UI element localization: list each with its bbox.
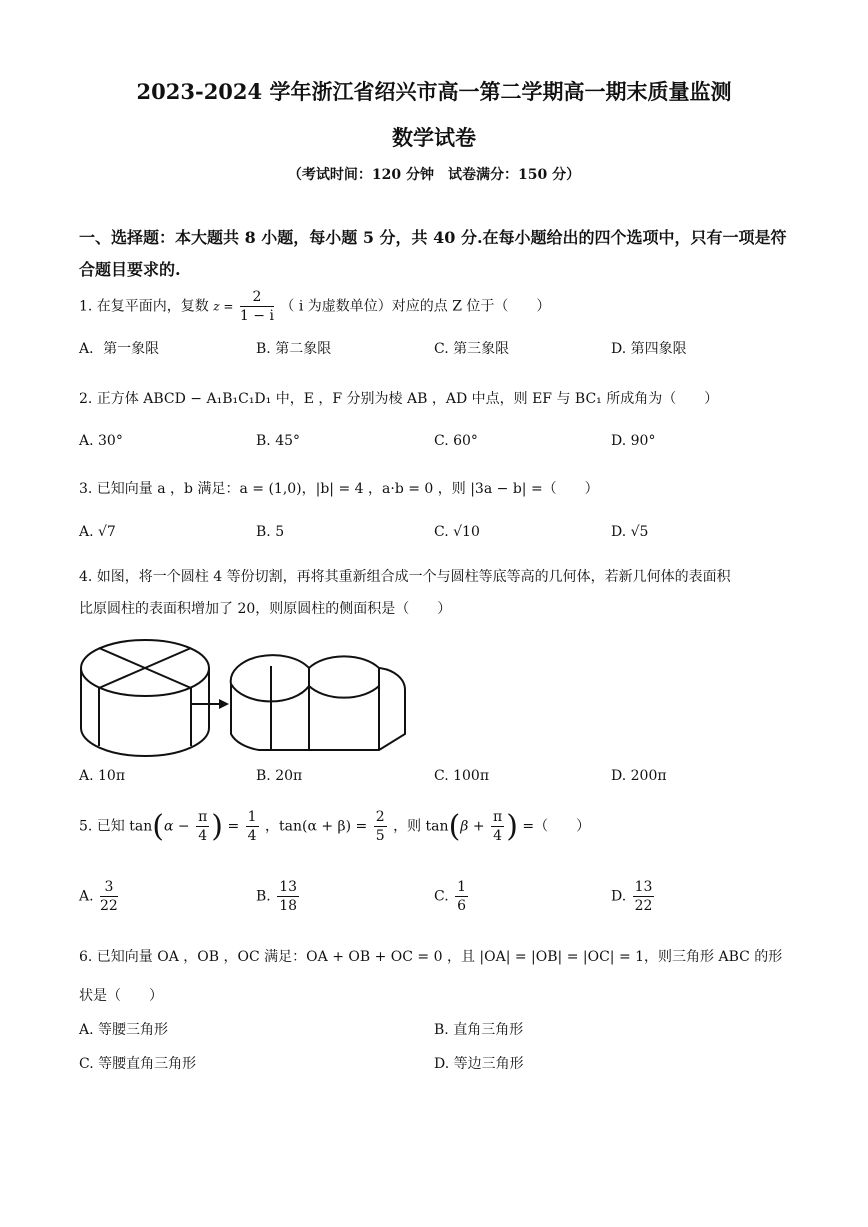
question-3: 3. 已知向量 a ，b 满足：a = (1,0)，|b| = 4 ，a·b = 0 ，则 |3a − b| =（ ） bbox=[79, 481, 599, 497]
q5-one-den: 4 bbox=[247, 828, 257, 844]
q5-pre: 5. 已知 tan bbox=[79, 818, 153, 835]
q6-option-c: C. 等腰直角三角形 bbox=[79, 1056, 197, 1072]
q5-four-den: 4 bbox=[198, 828, 208, 844]
q5-opt-a-label: A. bbox=[79, 888, 94, 905]
question-2: 2. 正方体 ABCD − A₁B₁C₁D₁ 中，E ，F 分别为棱 AB ，AD 中点，则 EF 与 BC₁ 所成角为（ ） bbox=[79, 391, 719, 407]
q5-beta: β + bbox=[460, 818, 485, 835]
q5-opt-b-den: 18 bbox=[279, 898, 298, 914]
q2-option-b: B. 45° bbox=[256, 433, 301, 449]
q5-opt-c-num: 1 bbox=[457, 879, 467, 895]
q5-two-fifths bbox=[374, 808, 387, 845]
q6-option-d: D. 等边三角形 bbox=[434, 1056, 524, 1072]
q1-option-a: A．第一象限 bbox=[79, 341, 160, 357]
q5-five-den: 5 bbox=[375, 828, 385, 844]
q1-fraction bbox=[240, 288, 274, 325]
q5-post: ，则 tan bbox=[393, 818, 449, 835]
q5-opt-d-num: 13 bbox=[634, 879, 653, 895]
q5-pi-over-4-b bbox=[491, 808, 504, 845]
exam-info: （考试时间：120 分钟 试卷满分：150 分） bbox=[287, 167, 581, 183]
q3-option-b: B. 5 bbox=[256, 524, 285, 540]
q5-opt-a-den: 22 bbox=[100, 898, 118, 914]
q5-pi-num-b: π bbox=[493, 809, 503, 825]
q1-post: （ i 为虚数单位）对应的点 Z 位于（ ） bbox=[280, 298, 551, 315]
q2-option-d: D. 90° bbox=[611, 433, 656, 449]
q5-two-num: 2 bbox=[375, 809, 385, 825]
q5-opt-c-label: C. bbox=[434, 888, 449, 905]
question-4-line-1: 4. 如图，将一个圆柱 4 等份切割，再将其重新组合成一个与圆柱等底等高的几何体，若新几何体的表面积 bbox=[79, 569, 731, 585]
q4-option-a: A. 10π bbox=[79, 768, 126, 784]
q1-option-b: B. 第二象限 bbox=[256, 341, 332, 357]
q3-option-d: D. √5 bbox=[611, 524, 649, 540]
question-5: 5. 已知 tan(α − $\frac{\pi}{4}$ ) = $\frac{1}{4}$ ，tan(α + β) = $\frac{2}{5}$ ，则 tan(β + $\frac{\pi}{4}$ ) =（ ） bbox=[79, 809, 591, 844]
q3-option-a: A. √7 bbox=[79, 524, 116, 540]
q5-opt-c-frac bbox=[455, 878, 468, 915]
q5-mid: ，tan(α + β) = bbox=[265, 818, 368, 835]
new-solid-front-arc bbox=[231, 684, 379, 701]
q5-one-fourth bbox=[246, 808, 259, 845]
q1-pre: 1. 在复平面内，复数 bbox=[79, 298, 209, 315]
q5-one-num: 1 bbox=[247, 809, 257, 825]
cylinder-bottom bbox=[81, 728, 209, 756]
q1-option-c: C. 第三象限 bbox=[434, 341, 510, 357]
q5-pi-over-4 bbox=[196, 808, 209, 845]
q5-option-a bbox=[79, 878, 120, 915]
q5-option-d bbox=[611, 878, 656, 915]
q2-option-a: A. 30° bbox=[79, 433, 123, 449]
q3-option-c: C. √10 bbox=[434, 524, 480, 540]
q5-eq1: = bbox=[227, 818, 240, 835]
exam-title: 2023-2024 学年浙江省绍兴市高一第二学期高一期末质量监测 bbox=[136, 79, 732, 104]
q5-option-c bbox=[434, 878, 470, 915]
question-6-line-2: 状是（ ） bbox=[79, 988, 163, 1004]
q5-opt-d-label: D. bbox=[611, 888, 627, 905]
cylinder-figure bbox=[79, 636, 409, 758]
q1-z: z = bbox=[213, 299, 234, 314]
q5-opt-a-frac bbox=[100, 878, 118, 915]
exam-subtitle: 数学试卷 bbox=[392, 125, 476, 150]
question-6-line-1: 6. 已知向量 OA ，OB ，OC 满足：OA + OB + OC = 0 ，且 |OA| = |OB| = |OC| = 1，则三角形 ABC 的形 bbox=[79, 949, 783, 965]
q5-end: =（ ） bbox=[522, 818, 591, 835]
question-4-line-2: 比原圆柱的表面积增加了 20，则原圆柱的侧面积是（ ） bbox=[79, 601, 452, 617]
q6-option-b: B. 直角三角形 bbox=[434, 1022, 524, 1038]
q4-option-d: D. 200π bbox=[611, 768, 667, 784]
q5-opt-a-num: 3 bbox=[100, 878, 118, 897]
q2-option-c: C. 60° bbox=[434, 433, 478, 449]
q5-opt-d-den: 22 bbox=[634, 898, 653, 914]
q1-option-d: D. 第四象限 bbox=[611, 341, 687, 357]
q5-opt-b-num: 13 bbox=[279, 879, 298, 895]
q5-opt-d-frac bbox=[633, 878, 655, 915]
arrow-head bbox=[219, 699, 229, 709]
q5-four-den-b: 4 bbox=[493, 828, 503, 844]
q5-pi-num: π bbox=[198, 809, 208, 825]
question-1 bbox=[79, 288, 550, 325]
q1-den: 1 − i bbox=[239, 308, 274, 324]
q4-option-b: B. 20π bbox=[256, 768, 303, 784]
q5-opt-b-label: B. bbox=[256, 888, 271, 905]
q1-num: 2 bbox=[240, 288, 274, 307]
q5-option-b bbox=[256, 878, 301, 915]
q6-option-a: A. 等腰三角形 bbox=[79, 1022, 169, 1038]
q5-opt-c-den: 6 bbox=[457, 898, 467, 914]
q4-option-c: C. 100π bbox=[434, 768, 490, 784]
q5-alpha: α − bbox=[163, 818, 190, 835]
q5-opt-b-frac bbox=[277, 878, 299, 915]
section-heading: 一、选择题：本大题共 8 小题，每小题 5 分，共 40 分.在每小题给出的四个选项中，只有一项是符合题目要求的. bbox=[79, 228, 787, 279]
